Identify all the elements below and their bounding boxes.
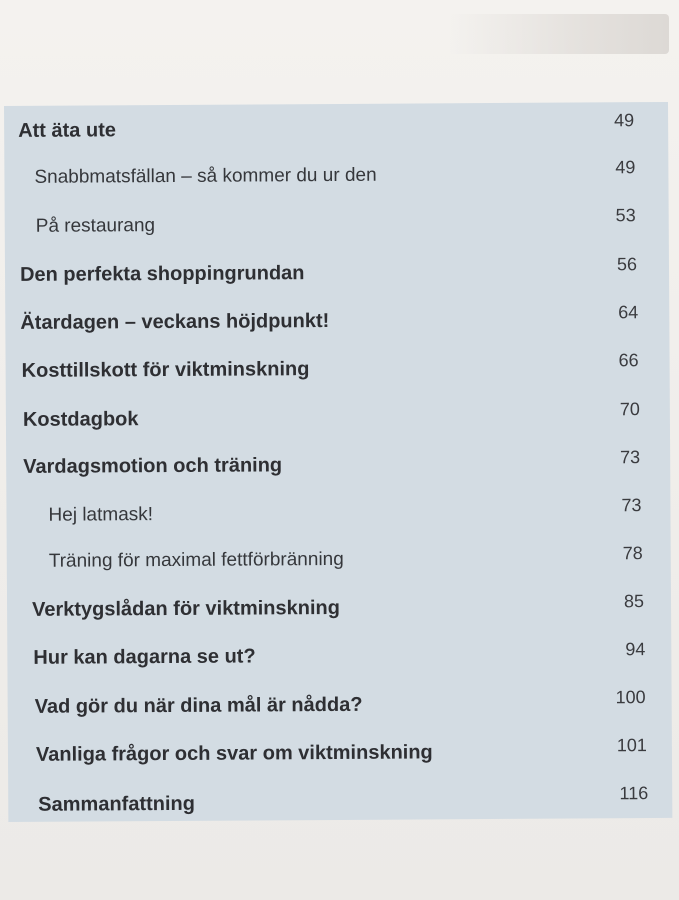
toc-entry-page: 56 — [616, 254, 638, 275]
bleed-through-shadow — [449, 14, 669, 54]
toc-entry-title: Ätardagen – veckans höjdpunkt! — [20, 310, 330, 334]
toc-entry-page: 101 — [616, 735, 647, 756]
toc-entry-title: Sammanfattning — [38, 792, 196, 816]
toc-entry-title: Kostdagbok — [22, 408, 139, 431]
toc-entry-title: Den perfekta shoppingrundan — [19, 262, 305, 286]
toc-entry-page: 94 — [625, 639, 646, 660]
toc-subentry-title: Hej latmask! — [48, 504, 154, 526]
toc-entry-page: 64 — [618, 302, 639, 323]
toc-subentry-title: Träning för maximal fettförbränning — [48, 548, 344, 572]
toc-entry-title: Verktygslådan för viktminskning — [32, 596, 341, 621]
toc-entry-title: Kosttillskott för viktminskning — [21, 358, 310, 382]
toc-entry-page: 49 — [615, 157, 636, 178]
toc-entry-page: 53 — [615, 205, 636, 226]
toc-subentry-title: Snabbmatsfällan – så kommer du ur den — [34, 164, 377, 188]
toc-entry-page: 78 — [622, 543, 643, 564]
toc-entry-title: Att äta ute — [18, 119, 117, 142]
toc-entry-title: Vanliga frågor och svar om viktminskning — [35, 741, 433, 766]
toc-entry-page: 66 — [618, 350, 639, 371]
table-of-contents — [4, 102, 672, 822]
toc-entry-page: 73 — [620, 447, 641, 468]
toc-subentry-title: På restaurang — [35, 215, 156, 237]
toc-entry-title: Hur kan dagarna se ut? — [33, 645, 256, 669]
toc-entry-page: 73 — [621, 495, 642, 516]
toc-entry-title: Vad gör du när dina mål är nådda? — [34, 693, 363, 718]
toc-entry-page: 49 — [614, 110, 635, 131]
toc-row — [4, 102, 668, 142]
toc-entry-title: Vardagsmotion och träning — [23, 454, 283, 478]
toc-entry-page: 100 — [615, 687, 646, 708]
toc-entry-page: 116 — [619, 783, 649, 804]
toc-entry-page: 70 — [619, 399, 640, 420]
toc-entry-page: 85 — [623, 591, 645, 612]
